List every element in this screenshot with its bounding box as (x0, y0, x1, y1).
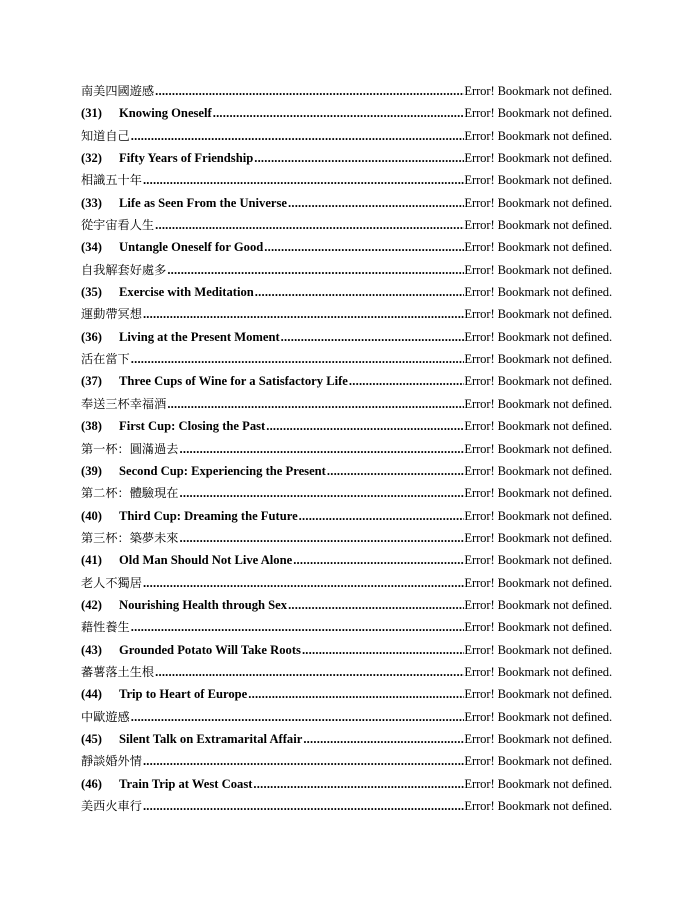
toc-entry[interactable] (81, 214, 612, 236)
toc-entry-number: (46) (81, 776, 102, 791)
toc-entry[interactable] (81, 326, 612, 348)
dot-leader (131, 348, 465, 370)
dot-leader (293, 549, 464, 571)
toc-entry-title: Third Cup: Dreaming the Future (119, 508, 298, 523)
toc-entry-title: Silent Talk on Extramarital Affair (119, 731, 303, 746)
dot-leader (253, 773, 464, 795)
toc-entry-title: Living at the Present Moment (119, 329, 280, 344)
toc-entry[interactable] (81, 370, 612, 392)
toc-entry-number: (45) (81, 731, 102, 746)
toc-entry-title: 靜談婚外情 (81, 754, 142, 769)
toc-entry[interactable] (81, 147, 612, 169)
toc-entry-page-reference: Error! Bookmark not defined. (464, 575, 612, 590)
dot-leader (155, 214, 464, 236)
toc-entry-number: (40) (81, 508, 102, 523)
toc-entry-number: (38) (81, 419, 102, 434)
toc-entry[interactable] (81, 192, 612, 214)
toc-entry-number: (36) (81, 329, 102, 344)
toc-entry-title: Fifty Years of Friendship (119, 151, 254, 166)
toc-entry[interactable] (81, 125, 612, 147)
toc-entry-page-reference: Error! Bookmark not defined. (464, 731, 612, 746)
toc-entry-title: 南美四國遊感 (81, 84, 155, 98)
toc-entry[interactable] (81, 773, 612, 795)
toc-entry-number: (31) (81, 106, 102, 121)
toc-entry[interactable] (81, 661, 612, 683)
toc-entry-page-reference: Error! Bookmark not defined. (464, 218, 612, 233)
toc-entry[interactable] (81, 683, 612, 705)
dot-leader (143, 572, 464, 594)
toc-entry[interactable] (81, 572, 612, 594)
toc-entry-title: Train Trip at West Coast (119, 776, 253, 791)
toc-entry-page-reference: Error! Bookmark not defined. (464, 84, 612, 98)
toc-entry-number: (35) (81, 285, 102, 300)
dot-leader (155, 661, 464, 683)
toc-entry-title: 自我解套好處多 (81, 262, 167, 277)
dot-leader (143, 750, 464, 772)
toc-entry-title: Three Cups of Wine for a Satisfactory Life (119, 374, 348, 389)
toc-entry[interactable] (81, 393, 612, 415)
dot-leader (143, 795, 464, 817)
toc-entry[interactable] (81, 594, 612, 616)
toc-entry-title: Untangle Oneself for Good (119, 240, 264, 255)
dot-leader (180, 527, 465, 549)
dot-leader (288, 594, 464, 616)
dot-leader (167, 259, 464, 281)
dot-leader (349, 370, 465, 392)
toc-entry[interactable] (81, 102, 612, 124)
dot-leader (248, 683, 464, 705)
toc-entry-number: (34) (81, 240, 102, 255)
toc-entry-title: Life as Seen From the Universe (119, 195, 288, 210)
toc-entry[interactable] (81, 706, 612, 728)
toc-entry-title: Old Man Should Not Live Alone (119, 553, 293, 568)
dot-leader (302, 639, 464, 661)
dot-leader (255, 281, 465, 303)
toc-entry-title: 第二杯：體驗現在 (81, 486, 179, 501)
toc-entry-page-reference: Error! Bookmark not defined. (464, 553, 612, 568)
dot-leader (266, 415, 464, 437)
dot-leader (180, 438, 465, 460)
toc-entry-title: 老人不獨居 (81, 575, 142, 590)
dot-leader (303, 728, 464, 750)
toc-entry-page-reference: Error! Bookmark not defined. (464, 776, 612, 791)
toc-entry-title: 從宇宙看人生 (81, 218, 155, 233)
toc-entry-title: Nourishing Health through Sex (119, 597, 288, 612)
toc-entry-page-reference: Error! Bookmark not defined. (464, 352, 612, 367)
toc-entry[interactable] (81, 795, 612, 817)
toc-entry[interactable] (81, 616, 612, 638)
toc-entry[interactable] (81, 639, 612, 661)
toc-entry-title: First Cup: Closing the Past (119, 419, 266, 434)
toc-entry[interactable] (81, 505, 612, 527)
dot-leader (131, 616, 465, 638)
toc-entry[interactable] (81, 169, 612, 191)
toc-entry-page-reference: Error! Bookmark not defined. (464, 285, 612, 300)
toc-entry-page-reference: Error! Bookmark not defined. (464, 799, 612, 813)
dot-leader (155, 80, 464, 102)
toc-entry-title: Grounded Potato Will Take Roots (119, 642, 301, 657)
dot-leader (180, 482, 465, 504)
toc-entry-page-reference: Error! Bookmark not defined. (464, 597, 612, 612)
toc-entry-number: (32) (81, 151, 102, 166)
toc-entry[interactable] (81, 482, 612, 504)
toc-entry-page-reference: Error! Bookmark not defined. (464, 106, 612, 121)
toc-entry-number: (41) (81, 553, 102, 568)
dot-leader (254, 147, 464, 169)
toc-entry[interactable] (81, 527, 612, 549)
dot-leader (131, 706, 465, 728)
toc-entry-number: (44) (81, 687, 102, 702)
toc-entry-page-reference: Error! Bookmark not defined. (464, 463, 612, 478)
toc-entry-title: Exercise with Meditation (119, 285, 254, 300)
dot-leader (143, 169, 464, 191)
toc-entry-page-reference: Error! Bookmark not defined. (464, 374, 612, 389)
toc-entry[interactable] (81, 348, 612, 370)
toc-entry-title: 中歐遊感 (81, 709, 130, 724)
dot-leader (264, 236, 464, 258)
toc-entry[interactable] (81, 236, 612, 258)
toc-entry-page-reference: Error! Bookmark not defined. (464, 262, 612, 277)
toc-entry-title: 運動帶冥想 (81, 307, 142, 322)
toc-entry-title: 活在當下 (81, 352, 130, 367)
toc-entry-page-reference: Error! Bookmark not defined. (464, 530, 612, 545)
toc-entry-page-reference: Error! Bookmark not defined. (464, 128, 612, 143)
toc-entry[interactable] (81, 303, 612, 325)
toc-entry[interactable] (81, 415, 612, 437)
toc-entry-title: Knowing Oneself (119, 106, 212, 121)
toc-entry-page-reference: Error! Bookmark not defined. (464, 709, 612, 724)
toc-entry-number: (42) (81, 597, 102, 612)
toc-entry[interactable] (81, 549, 612, 571)
toc-entry-page-reference: Error! Bookmark not defined. (464, 396, 612, 411)
toc-entry-title: Trip to Heart of Europe (119, 687, 248, 702)
toc-entry-title: Second Cup: Experiencing the Present (119, 463, 326, 478)
toc-entry-number: (43) (81, 642, 102, 657)
toc-entry-number: (39) (81, 463, 102, 478)
toc-entry-page-reference: Error! Bookmark not defined. (464, 486, 612, 501)
toc-entry-number: (33) (81, 195, 102, 210)
toc-entry[interactable] (81, 281, 612, 303)
toc-entry[interactable] (81, 460, 612, 482)
toc-entry-page-reference: Error! Bookmark not defined. (464, 687, 612, 702)
toc-entry-page-reference: Error! Bookmark not defined. (464, 329, 612, 344)
dot-leader (299, 505, 465, 527)
toc-entry-page-reference: Error! Bookmark not defined. (464, 307, 612, 322)
toc-entry[interactable] (81, 728, 612, 750)
toc-entry-title: 第一杯：圓滿過去 (81, 441, 179, 456)
dot-leader (131, 125, 465, 147)
toc-entry-page-reference: Error! Bookmark not defined. (464, 508, 612, 523)
toc-entry-title: 知道自己 (81, 128, 130, 143)
toc-entry-page-reference: Error! Bookmark not defined. (464, 642, 612, 657)
toc-entry-page-reference: Error! Bookmark not defined. (464, 441, 612, 456)
toc-entry-page-reference: Error! Bookmark not defined. (464, 620, 612, 635)
dot-leader (167, 393, 464, 415)
toc-entry[interactable] (81, 80, 612, 102)
toc-entry[interactable] (81, 438, 612, 460)
toc-entry-page-reference: Error! Bookmark not defined. (464, 173, 612, 188)
toc-entry-page-reference: Error! Bookmark not defined. (464, 240, 612, 255)
dot-leader (327, 460, 465, 482)
toc-entry-page-reference: Error! Bookmark not defined. (464, 195, 612, 210)
toc-entry-title: 第三杯：築夢未來 (81, 530, 179, 545)
toc-entry-title: 藉性養生 (81, 620, 130, 635)
dot-leader (281, 326, 465, 348)
dot-leader (288, 192, 464, 214)
table-of-contents (81, 80, 612, 817)
toc-entry[interactable] (81, 259, 612, 281)
toc-entry-page-reference: Error! Bookmark not defined. (464, 151, 612, 166)
dot-leader (143, 303, 464, 325)
toc-entry-page-reference: Error! Bookmark not defined. (464, 419, 612, 434)
toc-entry[interactable] (81, 750, 612, 772)
toc-entry-page-reference: Error! Bookmark not defined. (464, 664, 612, 679)
dot-leader (213, 102, 465, 124)
toc-entry-title: 美西火車行 (81, 799, 142, 813)
toc-entry-title: 奉送三杯幸福酒 (81, 396, 167, 411)
toc-entry-title: 蕃薯落土生根 (81, 664, 155, 679)
toc-entry-title: 相識五十年 (81, 173, 142, 188)
toc-entry-page-reference: Error! Bookmark not defined. (464, 754, 612, 769)
toc-entry-number: (37) (81, 374, 102, 389)
